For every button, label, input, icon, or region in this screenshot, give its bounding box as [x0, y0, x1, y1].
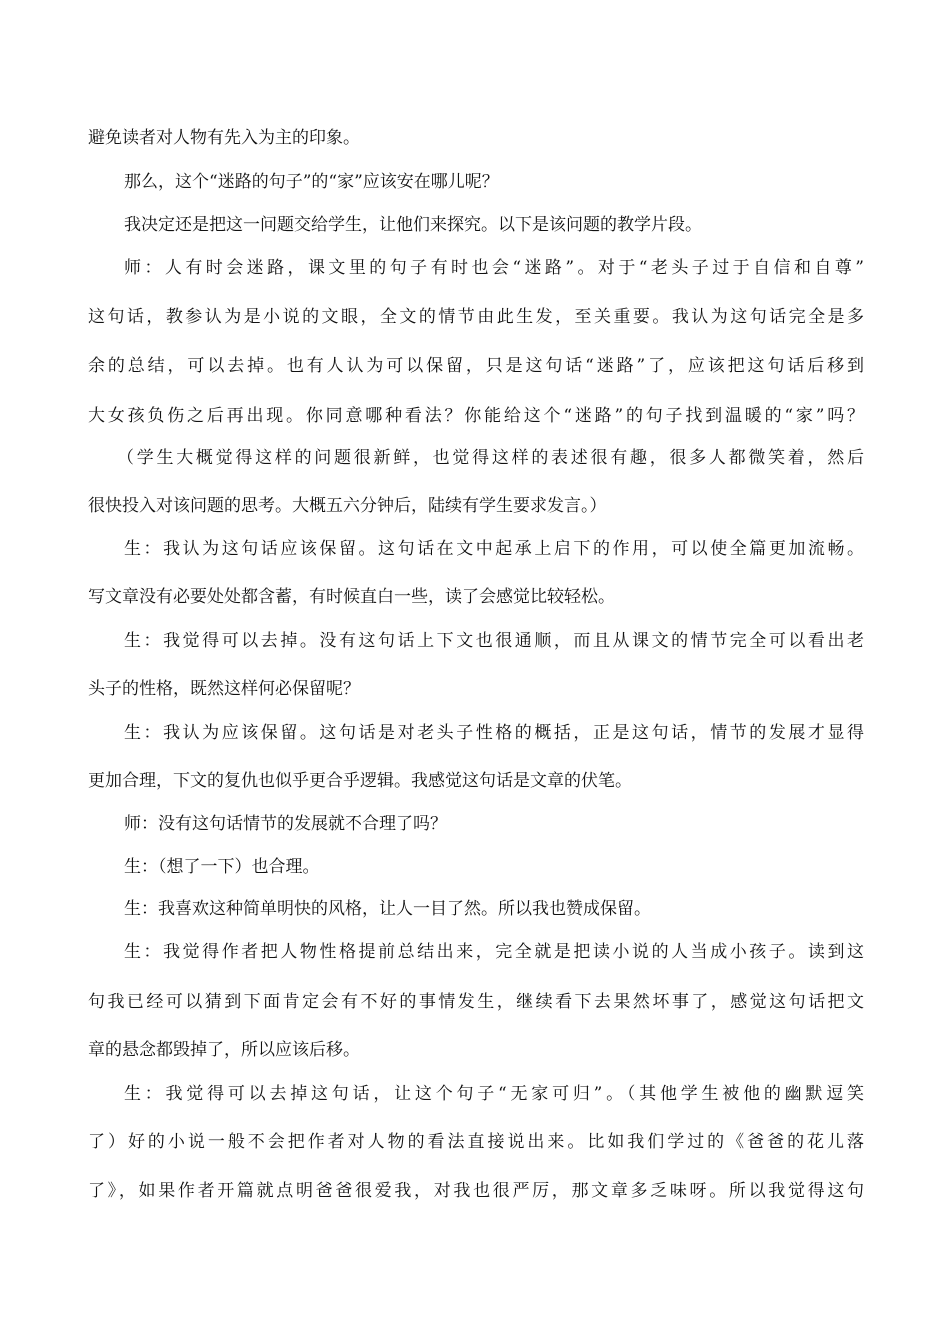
text-line: 大女孩负伤之后再出现。你同意哪种看法？你能给这个“迷路”的句子找到温暖的“家”吗？ — [88, 406, 864, 426]
text-line: 很快投入对该问题的思考。大概五六分钟后，陆续有学生要求发言。） — [88, 496, 607, 516]
text-line: 师：没有这句话情节的发展就不合理了吗？ — [124, 814, 447, 834]
text-line: 这句话，教参认为是小说的文眼，全文的情节由此生发，至关重要。我认为这句话完全是多 — [88, 307, 864, 327]
text-line: 避免读者对人物有先入为主的印象。 — [88, 128, 360, 148]
text-line: 头子的性格，既然这样何必保留呢？ — [88, 679, 360, 699]
text-line: 生：我觉得可以去掉。没有这句话上下文也很通顺，而且从课文的情节完全可以看出老 — [124, 631, 864, 651]
text-line: 生：我认为应该保留。这句话是对老头子性格的概括，正是这句话，情节的发展才显得 — [124, 723, 864, 743]
text-line: 了）好的小说一般不会把作者对人物的看法直接说出来。比如我们学过的《爸爸的花儿落 — [88, 1132, 864, 1152]
text-line: 那么，这个“迷路的句子”的“家”应该安在哪儿呢？ — [124, 172, 499, 192]
text-line: 生：（想了一下）也合理。 — [124, 857, 320, 877]
text-line: （学生大概觉得这样的问题很新鲜，也觉得这样的表述很有趣，很多人都微笑着，然后 — [117, 448, 864, 468]
text-line: 句我已经可以猜到下面肯定会有不好的事情发生，继续看下去果然坏事了，感觉这句话把文 — [88, 992, 864, 1012]
text-line: 师：人有时会迷路，课文里的句子有时也会“迷路”。对于“老头子过于自信和自尊” — [124, 258, 864, 278]
text-line: 生：我觉得可以去掉这句话，让这个句子“无家可归”。（其他学生被他的幽默逗笑 — [124, 1084, 864, 1104]
text-line: 写文章没有必要处处都含蓄，有时候直白一些，读了会感觉比较轻松。 — [88, 587, 615, 607]
text-line: 更加合理，下文的复仇也似乎更合乎逻辑。我感觉这句话是文章的伏笔。 — [88, 771, 632, 791]
text-line: 生：我觉得作者把人物性格提前总结出来，完全就是把读小说的人当成小孩子。读到这 — [124, 942, 864, 962]
text-line: 余的总结，可以去掉。也有人认为可以保留，只是这句话“迷路”了，应该把这句话后移到 — [88, 356, 864, 376]
text-line: 了》，如果作者开篇就点明爸爸很爱我，对我也很严厉，那文章多乏味呀。所以我觉得这句 — [88, 1181, 864, 1201]
text-line: 生：我认为这句话应该保留。这句话在文中起承上启下的作用，可以使全篇更加流畅。 — [124, 539, 864, 559]
text-line: 生：我喜欢这种简单明快的风格，让人一目了然。所以我也赞成保留。 — [124, 899, 651, 919]
text-line: 我决定还是把这一问题交给学生，让他们来探究。以下是该问题的教学片段。 — [124, 215, 702, 235]
text-line: 章的悬念都毁掉了，所以应该后移。 — [88, 1040, 360, 1060]
